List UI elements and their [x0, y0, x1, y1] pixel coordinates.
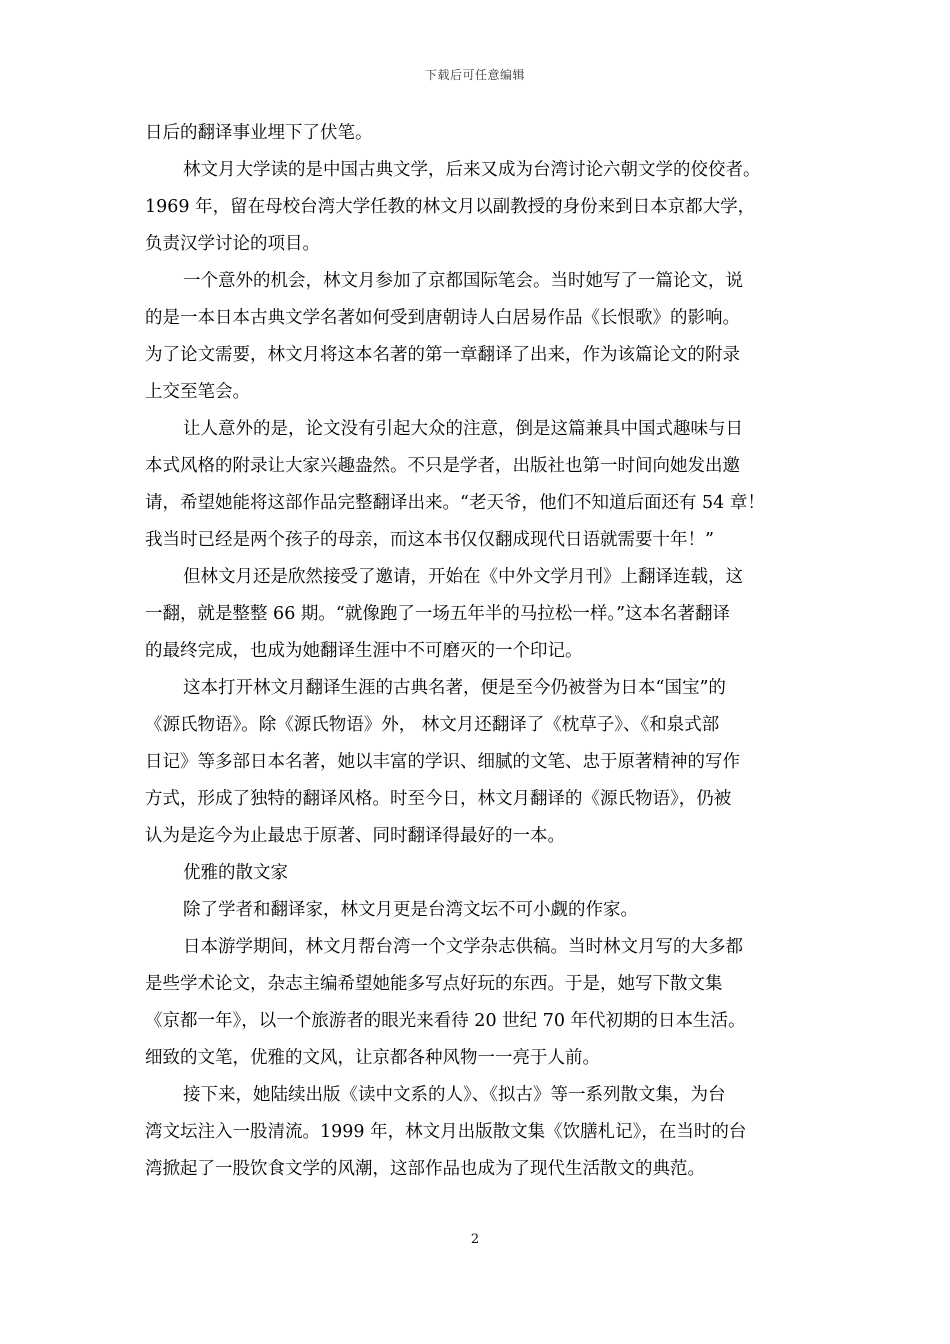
- text-line: 是些学术论文，杂志主编希望她能多写点好玩的东西。于是，她写下散文集: [145, 974, 723, 994]
- text-line: 湾文坛注入一股清流。1999 年，林文月出版散文集《饮膳札记》，在当时的台: [145, 1122, 747, 1142]
- text-line: 负责汉学讨论的项目。: [145, 234, 320, 254]
- text-line: 方式，形成了独特的翻译风格。时至今日，林文月翻译的《源氏物语》，仍被: [145, 789, 732, 809]
- text-line: 优雅的散文家: [183, 863, 288, 883]
- text-line: 的最终完成，也成为她翻译生涯中不可磨灭的一个印记。: [145, 641, 583, 661]
- text-line: 一翻，就是整整 66 期。“就像跑了一场五年半的马拉松一样。”这本名著翻译: [145, 604, 731, 624]
- document-body: [145, 115, 807, 1188]
- page-header: 下载后可任意编辑: [424, 68, 525, 82]
- text-line: 接下来，她陆续出版《读中文系的人》、《拟古》等一系列散文集，为台: [183, 1085, 726, 1105]
- text-line: 一个意外的机会，林文月参加了京都国际笔会。当时她写了一篇论文，说: [183, 271, 743, 291]
- text-line: 除了学者和翻译家，林文月更是台湾文坛不可小觑的作家。: [183, 900, 638, 920]
- text-line: 湾掀起了一股饮食文学的风潮，这部作品也成为了现代生活散文的典范。: [145, 1159, 705, 1179]
- text-line: 1969 年，留在母校台湾大学任教的林文月以副教授的身份来到日本京都大学，: [145, 197, 756, 217]
- text-line: 但林文月还是欣然接受了邀请，开始在《中外文学月刊》上翻译连载，这: [183, 567, 743, 587]
- text-line: 的是一本日本古典文学名著如何受到唐朝诗人白居易作品《长恨歌》的影响。: [145, 308, 740, 328]
- text-line: 上交至笔会。: [145, 382, 250, 402]
- text-line: 日后的翻译事业埋下了伏笔。: [145, 123, 373, 143]
- text-line: 认为是迄今为止最忠于原著、同时翻译得最好的一本。: [145, 826, 565, 846]
- text-line: 日本游学期间，林文月帮台湾一个文学杂志供稿。当时林文月写的大多都: [183, 937, 743, 957]
- text-line: 细致的文笔，优雅的文风，让京都各种风物一一亮于人前。: [145, 1048, 600, 1068]
- page-number: 2: [470, 1232, 480, 1247]
- text-line: 这本打开林文月翻译生涯的古典名著，便是至今仍被誉为日本“国宝”的: [183, 678, 726, 698]
- text-line: 请，希望她能将这部作品完整翻译出来。“老天爷，他们不知道后面还有 54 章！: [145, 493, 765, 513]
- text-line: 林文月大学读的是中国古典文学，后来又成为台湾讨论六朝文学的佼佼者。: [183, 160, 761, 180]
- text-line: 我当时已经是两个孩子的母亲，而这本书仅仅翻成现代日语就需要十年！”: [145, 530, 714, 550]
- text-line: 《京都一年》，以一个旅游者的眼光来看待 20 世纪 70 年代初期的日本生活。: [145, 1011, 746, 1031]
- text-line: 《源氏物语》。除《源氏物语》外， 林文月还翻译了《枕草子》、《和泉式部: [145, 715, 720, 735]
- text-line: 为了论文需要，林文月将这本名著的第一章翻译了出来，作为该篇论文的附录: [145, 345, 740, 365]
- text-line: 日记》等多部日本名著，她以丰富的学识、细腻的文笔、忠于原著精神的写作: [145, 752, 740, 772]
- text-line: 让人意外的是，论文没有引起大众的注意，倒是这篇兼具中国式趣味与日: [183, 419, 743, 439]
- text-line: 本式风格的附录让大家兴趣盎然。不只是学者，出版社也第一时间向她发出邀: [145, 456, 740, 476]
